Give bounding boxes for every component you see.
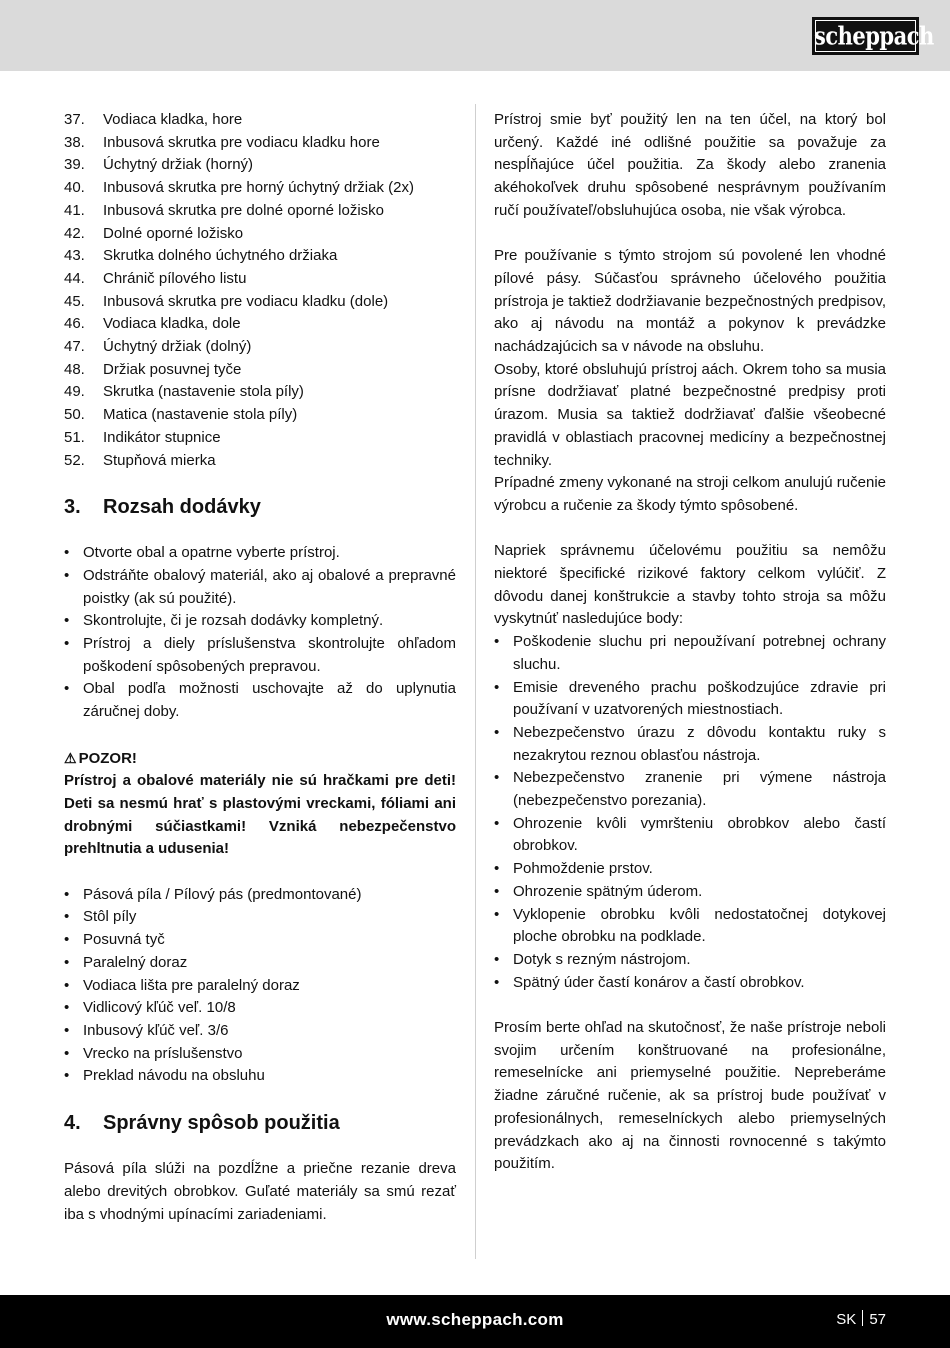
bullet-icon: • (64, 1044, 70, 1062)
item-number: 48. (64, 360, 85, 378)
item-text: Skontrolujte, či je rozsah dodávky kompletný. (83, 612, 384, 630)
list-item (64, 542, 456, 565)
item-text: Vyklopenie obrobku kvôli nedostatočnej dotykovej ploche obrobku na podklade. (513, 905, 886, 946)
bullet-icon: • (64, 1067, 70, 1085)
item-number: 42. (64, 224, 85, 242)
list-item (494, 949, 886, 972)
item-text: Nebezpečenstvo zranenie pri výmene nástroja (nebezpečenstvo porezania). (513, 769, 886, 810)
left-column (64, 109, 456, 1226)
item-text: Paralelný doraz (83, 953, 188, 971)
paragraph-6: Prosím berte ohľad na skutočnosť, že naše prístroje neboli svojim určením konštruované na profesionálne, remeselnícke ani priemyselné použitie. Nepreberáme žiadne záručné ručenie, ak sa prístroj bude používať v profesionálnych, remeselníckych alebo priemyselných prevádzkach ako aj na činnosti rovnocenné s takýmto použitím. (494, 1019, 886, 1173)
item-text: Skrutka dolného úchytného držiaka (103, 247, 338, 265)
item-text: Spätný úder častí konárov a častí obrobkov. (513, 973, 805, 991)
bullet-icon: • (64, 908, 70, 926)
list-item (64, 565, 456, 610)
page-number-value: 57 (869, 1311, 886, 1328)
list-item (64, 427, 456, 450)
item-text: Odstráňte obalový materiál, ako aj obalové a prepravné poistky (ak sú použité). (83, 566, 456, 607)
item-text: Úchytný držiak (dolný) (103, 338, 252, 356)
section-3-heading (64, 494, 456, 520)
list-item (494, 677, 886, 722)
item-text: Preklad návodu na obsluhu (83, 1067, 265, 1085)
item-number: 52. (64, 451, 85, 469)
section-3-number: 3. (64, 496, 81, 519)
item-number: 50. (64, 406, 85, 424)
list-item (64, 633, 456, 678)
item-text: Vidlicový kľúč veľ. 10/8 (83, 999, 236, 1017)
right-column (494, 109, 886, 1176)
section-4-title: Správny spôsob použitia (103, 1112, 340, 1135)
item-number: 46. (64, 315, 85, 333)
item-number: 37. (64, 111, 85, 128)
item-text: Inbusová skrutka pre horný úchytný držiak (2x) (103, 179, 414, 197)
item-number: 51. (64, 428, 85, 446)
list-item (64, 245, 456, 268)
list-item (64, 404, 456, 427)
bullet-icon: • (64, 885, 70, 903)
item-text: Stôl píly (83, 908, 137, 926)
section-4-number: 4. (64, 1112, 81, 1135)
bullet-icon: • (64, 976, 70, 994)
item-number: 40. (64, 179, 85, 197)
header-bar (0, 0, 950, 71)
item-text: Prístroj a diely príslušenstva skontrolujte ohľadom poškodení spôsobených prepravou. (83, 635, 456, 675)
bullet-icon: • (64, 680, 70, 698)
parts-list (64, 109, 456, 472)
list-item (64, 313, 456, 336)
bullet-icon: • (64, 612, 70, 630)
list-item (64, 359, 456, 382)
bullet-icon: • (494, 950, 500, 968)
paragraph-3: Osoby, ktoré obsluhujú prístroj aách. Okrem toho sa musia prísne dodržiavať platné bezpečnostné predpisy proti úrazom. Musia sa taktiež dodržiavať ďalšie všeobecné pravidlá v oblastiach pracovnej medicíny a bezpečnostnej techniky. (494, 360, 886, 469)
item-number: 49. (64, 383, 85, 401)
item-text: Otvorte obal a opatrne vyberte prístroj. (83, 544, 340, 562)
paragraph-2: Pre používanie s týmto strojom sú povolené len vhodné pílové pásy. Súčasťou správneho účelového použitia prístroja je taktiež dodržiavanie bezpečnostných predpisov, ako aj návodu na montáž a pokynov k prevádzke nachádzajúcich sa v návode na obsluhu. (494, 247, 886, 356)
item-number: 41. (64, 201, 85, 219)
list-item (64, 906, 456, 929)
item-number: 45. (64, 292, 85, 310)
delivery-items (64, 884, 456, 1088)
list-item (64, 177, 456, 200)
section-3-title: Rozsah dodávky (103, 496, 261, 519)
bullet-icon: • (494, 723, 500, 741)
list-item (494, 858, 886, 881)
list-item (64, 1043, 456, 1066)
item-number: 43. (64, 247, 85, 265)
paragraph-1: Prístroj smie byť použitý len na ten účel, na ktorý bol určený. Každé iné odlišné použitie sa považuje za nespĺňajúce účel použitia. Za škody alebo zranenia akéhokoľvek druhu spôsobené nesprávnym používaním ručí používateľ/obsluhujúca osoba, nie však výrobca. (494, 111, 886, 219)
item-text: Ohrozenie spätným úderom. (513, 882, 703, 900)
item-text: Inbusová skrutka pre vodiacu kladku (dole) (103, 292, 389, 310)
item-text: Ohrozenie kvôli vymršteniu obrobkov alebo častí obrobkov. (513, 814, 886, 855)
item-text: Dotyk s rezným nástrojom. (513, 950, 691, 968)
item-text: Vodiaca lišta pre paralelný doraz (83, 976, 300, 994)
paragraph-4: Prípadné zmeny vykonané na stroji celkom anulujú ručenie výrobcu a ručenie za škody týmto spôsobené. (494, 474, 886, 514)
bullet-icon: • (494, 769, 500, 787)
scheppach-logo (812, 17, 934, 55)
item-text: Emisie dreveného prachu poškodzujúce zdravie pri používaní v uzatvorených miestnostiach. (513, 678, 886, 719)
item-number: 44. (64, 269, 85, 287)
list-item (64, 1020, 456, 1043)
list-item (494, 631, 886, 676)
item-text: Posuvná tyč (83, 931, 165, 949)
language-code: SK (836, 1311, 857, 1328)
bullet-icon: • (494, 633, 500, 651)
list-item (64, 952, 456, 975)
list-item (494, 813, 886, 858)
item-text: Inbusová skrutka pre vodiacu kladku hore (103, 133, 380, 151)
list-item (494, 722, 886, 767)
footer-bar (0, 1295, 950, 1348)
list-item (64, 884, 456, 907)
list-item (64, 132, 456, 155)
section-4-intro: Pásová píla slúži na pozdĺžne a priečne rezanie dreva alebo drevitých obrobkov. Guľaté materiály sa smú rezať iba s vhodnými upínacími zariadeniami. (64, 1160, 456, 1223)
list-item (494, 767, 886, 812)
item-text: Poškodenie sluchu pri nepoužívaní potrebnej ochrany sluchu. (513, 633, 886, 673)
list-item (64, 109, 456, 132)
bullet-icon: • (494, 973, 500, 991)
warning-title: POZOR! (78, 749, 137, 767)
bullet-icon: • (494, 905, 500, 923)
item-text: Inbusová skrutka pre dolné oporné ložisko (103, 201, 385, 219)
bullet-icon: • (64, 931, 70, 949)
bullet-icon: • (64, 953, 70, 971)
item-text: Stupňová mierka (103, 451, 216, 469)
bullet-icon: • (64, 544, 70, 562)
item-text: Obal podľa možnosti uschovajte až do uplynutia záručnej doby. (83, 680, 456, 721)
paragraph-5: Napriek správnemu účelovému použitiu sa nemôžu niektoré špecifické rizikové faktory celkom vylúčiť. Z dôvodu danej konštrukcie a stavby tohto stroja sa môžu vyskytnúť nasledujúce body: (494, 542, 886, 628)
logo-text: scheppach (814, 20, 934, 51)
bullet-icon: • (494, 882, 500, 900)
item-text: Úchytný držiak (horný) (103, 156, 254, 174)
list-item (64, 291, 456, 314)
list-item (64, 1065, 456, 1088)
bullet-icon: • (64, 566, 70, 584)
list-item (64, 929, 456, 952)
section-4-heading (64, 1110, 456, 1136)
list-item (64, 610, 456, 633)
list-item (64, 268, 456, 291)
footer-url: www.scheppach.com (386, 1310, 564, 1329)
item-text: Pásová píla / Pílový pás (predmontované) (83, 885, 362, 903)
warning-heading (64, 747, 456, 771)
item-text: Držiak posuvnej tyče (103, 360, 242, 378)
warning-triangle-icon: ⚠ (64, 749, 77, 766)
list-item (64, 975, 456, 998)
list-item (64, 381, 456, 404)
list-item (494, 972, 886, 995)
item-text: Nebezpečenstvo úrazu z dôvodu kontaktu ruky s nezakrytou reznou oblasťou nástroja. (513, 723, 886, 764)
residual-risks-list (494, 631, 886, 994)
unpacking-steps (64, 542, 456, 724)
page-separator (862, 1310, 863, 1326)
item-text: Dolné oporné ložisko (103, 224, 244, 242)
bullet-icon: • (64, 999, 70, 1017)
item-text: Inbusový kľúč veľ. 3/6 (83, 1021, 229, 1039)
list-item (64, 200, 456, 223)
list-item (494, 881, 886, 904)
column-divider (475, 104, 476, 1259)
item-text: Matica (nastavenie stola píly) (103, 406, 298, 424)
bullet-icon: • (494, 678, 500, 696)
list-item (494, 904, 886, 949)
list-item (64, 336, 456, 359)
bullet-icon: • (64, 635, 70, 653)
list-item (64, 678, 456, 723)
item-text: Skrutka (nastavenie stola píly) (103, 383, 304, 401)
item-text: Pohmoždenie prstov. (513, 860, 653, 878)
page-number (836, 1310, 886, 1328)
list-item (64, 997, 456, 1020)
bullet-icon: • (494, 860, 500, 878)
item-text: Vrecko na príslušenstvo (83, 1044, 243, 1062)
bullet-icon: • (494, 814, 500, 832)
item-number: 38. (64, 133, 85, 151)
list-item (64, 154, 456, 177)
list-item (64, 223, 456, 246)
item-text: Chránič pílového listu (103, 269, 247, 287)
bullet-icon: • (64, 1021, 70, 1039)
item-text: Vodiaca kladka, dole (103, 315, 241, 333)
item-number: 47. (64, 338, 85, 356)
item-text: Indikátor stupnice (103, 428, 221, 446)
item-number: 39. (64, 156, 85, 174)
list-item (64, 450, 456, 473)
item-text: Vodiaca kladka, hore (103, 111, 243, 128)
warning-text: Prístroj a obalové materiály nie sú hračkami pre deti! Deti sa nesmú hrať s plastovými vreckami, fóliami ani drobnými súčiastkami! Vzniká nebezpečenstvo prehltnutia a udusenia! (64, 772, 456, 858)
